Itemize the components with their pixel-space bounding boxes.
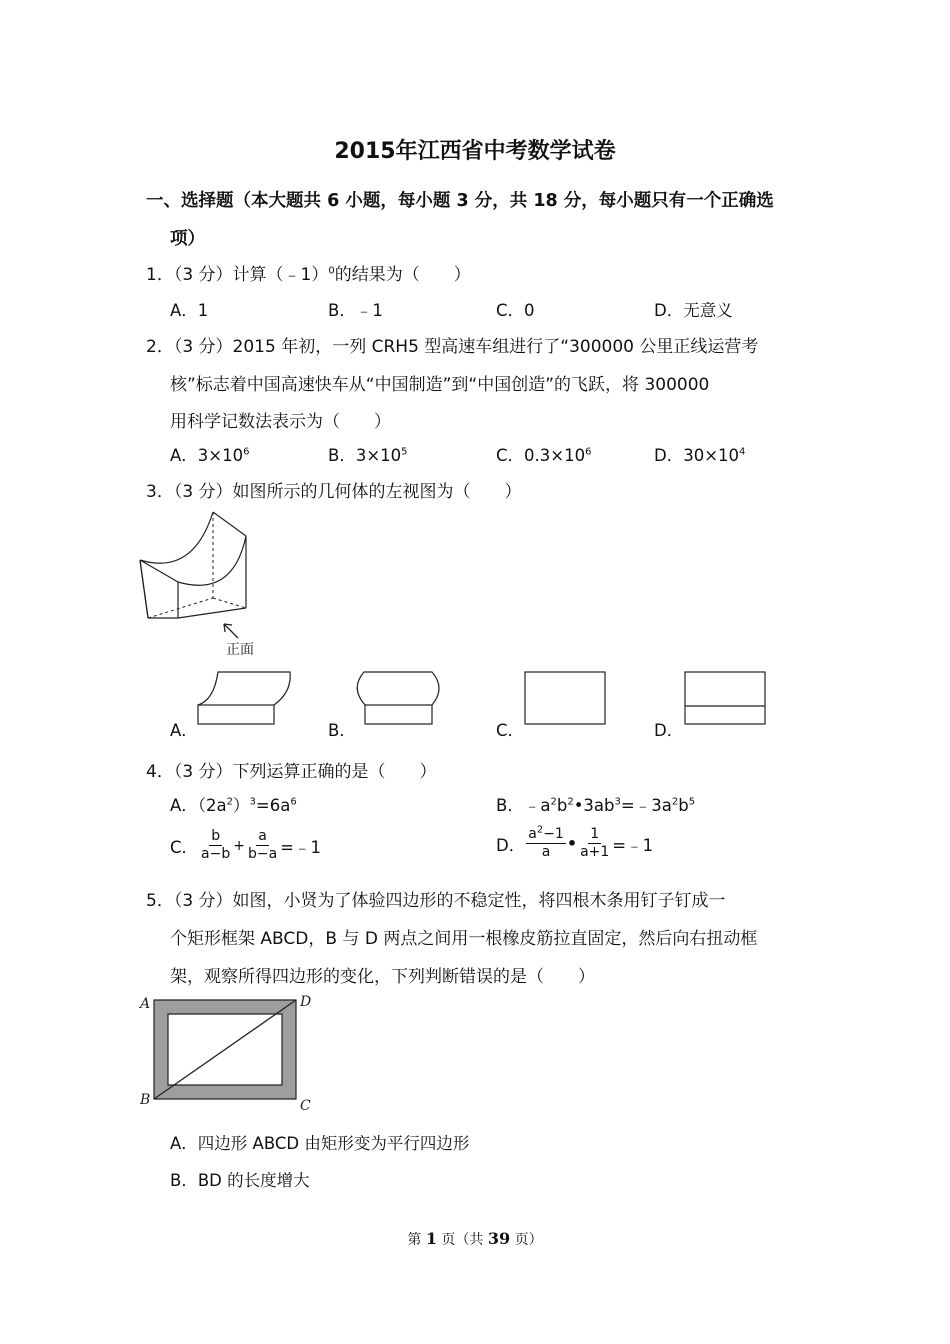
question-3-option-a-figure xyxy=(196,668,292,728)
q4d-den1: a xyxy=(541,844,551,860)
page-title: 2015年江西省中考数学试卷 xyxy=(334,139,616,164)
question-3-option-b-figure xyxy=(356,668,442,728)
front-view-label: 正面 xyxy=(226,642,254,658)
q4d-label: D． xyxy=(496,835,526,855)
question-1-text-after: 的结果为（ ） xyxy=(334,265,471,285)
q4d-dot: • xyxy=(566,834,578,853)
question-1-option-a: A．1 xyxy=(170,301,209,320)
question-3-option-c-figure xyxy=(523,670,609,728)
q4b-p4: =﹣3a xyxy=(620,796,672,815)
q4d-num1-base: a xyxy=(528,826,537,842)
q4d-num1-exp: 2 xyxy=(536,824,544,836)
q4a-e2: 3 xyxy=(249,796,256,808)
q4b-label: B． xyxy=(496,796,524,815)
q4d-fraction-2 xyxy=(578,826,611,861)
q4b-p5: b xyxy=(678,796,689,815)
footer-page-number: 1 xyxy=(425,1229,437,1248)
q4b-e5: 5 xyxy=(688,796,696,808)
q4b-e1: 2 xyxy=(550,796,557,808)
question-4-option-b xyxy=(496,792,695,816)
q4b-e4: 2 xyxy=(671,796,679,808)
question-3-option-b: B． xyxy=(328,721,356,740)
question-4-option-d xyxy=(496,826,653,861)
q4a-label: A． xyxy=(170,796,198,815)
q4b-e3: 3 xyxy=(614,796,621,808)
question-2-option-c xyxy=(496,442,591,466)
question-5-option-b: B．BD 的长度增大 xyxy=(170,1171,310,1190)
question-4-option-a xyxy=(170,792,297,816)
q4d-fraction-1 xyxy=(526,826,566,861)
q4b-p1: ﹣a xyxy=(523,796,551,815)
question-1-option-d: D．无意义 xyxy=(654,301,733,320)
question-2-option-b-base: B．3×10 xyxy=(328,446,402,465)
q4b-e2: 2 xyxy=(567,796,574,808)
label-vertex-b: B xyxy=(140,1092,151,1108)
question-2-line2: 核”标志着中国高速快车从“中国制造”到“中国创造”的飞跃，将 300000 xyxy=(170,375,710,395)
question-2-line1: 2．（3 分）2015 年初，一列 CRH5 型高速车组进行了“300000 公里正线运营考 xyxy=(146,337,759,357)
q4c-num1: b xyxy=(211,828,221,844)
question-3-option-d: D． xyxy=(654,721,684,740)
question-2-option-a xyxy=(170,442,249,466)
q4c-label: C． xyxy=(170,837,199,857)
footer-total-pages: 39 xyxy=(487,1229,511,1248)
q4c-den2: b−a xyxy=(247,846,278,862)
q4c-num2: a xyxy=(258,828,267,844)
q4c-den1: a−b xyxy=(201,846,231,862)
label-vertex-d: D xyxy=(300,994,312,1010)
q4d-num1 xyxy=(526,826,566,844)
q4d-num2: 1 xyxy=(590,826,600,842)
question-5-line1: 5．（3 分）如图，小贤为了体验四边形的不稳定性，将四根木条用钉子钉成一 xyxy=(146,891,726,911)
q4b-p3: •3ab xyxy=(573,796,615,815)
page-footer xyxy=(0,1229,950,1249)
q4d-num1-rest: −1 xyxy=(543,826,564,842)
label-vertex-a: A xyxy=(140,996,151,1012)
q4c-plus: + xyxy=(233,837,245,854)
question-3-option-d-figure xyxy=(683,670,769,728)
question-5-option-a: A．四边形 ABCD 由矩形变为平行四边形 xyxy=(170,1134,470,1153)
label-vertex-c: C xyxy=(300,1098,311,1114)
footer-mid: 页（共 xyxy=(436,1232,488,1248)
question-2-line3: 用科学记数法表示为（ ） xyxy=(170,412,391,432)
question-4: 4．（3 分）下列运算正确的是（ ） xyxy=(146,762,437,782)
question-1-option-b: B．﹣1 xyxy=(328,301,383,320)
question-3-option-c: C． xyxy=(496,721,525,740)
question-2-option-c-base: C．0.3×10 xyxy=(496,446,586,465)
q4a-e1: 2 xyxy=(226,796,234,808)
q4d-den2: a+1 xyxy=(580,844,610,860)
question-2-option-b xyxy=(328,442,408,466)
question-1 xyxy=(146,260,471,285)
q4a-p2: ） xyxy=(233,796,250,815)
question-1-text-before: 1．（3 分）计算（﹣1） xyxy=(146,265,329,285)
question-2-option-d-exp: 4 xyxy=(739,446,746,458)
q4c-fraction-1 xyxy=(199,828,232,863)
question-2-option-b-exp: 5 xyxy=(401,446,408,458)
q4c-result: =﹣1 xyxy=(280,837,321,857)
q4b-p2: b xyxy=(556,796,568,815)
question-2-option-d xyxy=(654,442,745,466)
question-3: 3．（3 分）如图所示的几何体的左视图为（ ） xyxy=(146,482,522,502)
footer-pre: 第 xyxy=(407,1232,426,1248)
question-2-option-c-exp: 6 xyxy=(585,446,592,458)
question-3-solid-figure xyxy=(138,508,268,658)
question-2-option-d-base: D．30×10 xyxy=(654,446,740,465)
q4c-fraction-2 xyxy=(246,828,279,863)
q4a-e3: 6 xyxy=(290,796,297,808)
question-5-line2: 个矩形框架 ABCD，B 与 D 两点之间用一根橡皮筋拉直固定，然后向右扭动框 xyxy=(170,929,758,949)
question-4-option-c xyxy=(170,828,321,863)
question-2-option-a-base: A．3×10 xyxy=(170,446,244,465)
q4a-p1: （2a xyxy=(197,796,227,815)
question-5-line3: 架，观察所得四边形的变化，下列判断错误的是（ ） xyxy=(170,967,595,987)
question-1-option-c: C．0 xyxy=(496,301,535,320)
section-heading-line2: 项） xyxy=(170,229,205,249)
diagonal-bd xyxy=(154,1000,296,1099)
question-5-rectangle-figure xyxy=(138,992,328,1116)
question-2-option-a-exp: 6 xyxy=(243,446,250,458)
q4d-result: =﹣1 xyxy=(612,835,654,855)
footer-post: 页） xyxy=(510,1232,543,1248)
q4a-p3: =6a xyxy=(255,796,291,815)
section-heading-line1: 一、选择题（本大题共 6 小题，每小题 3 分，共 18 分，每小题只有一个正确选 xyxy=(146,191,774,211)
question-1-exponent: 0 xyxy=(328,265,335,277)
question-3-option-a: A． xyxy=(170,721,198,740)
